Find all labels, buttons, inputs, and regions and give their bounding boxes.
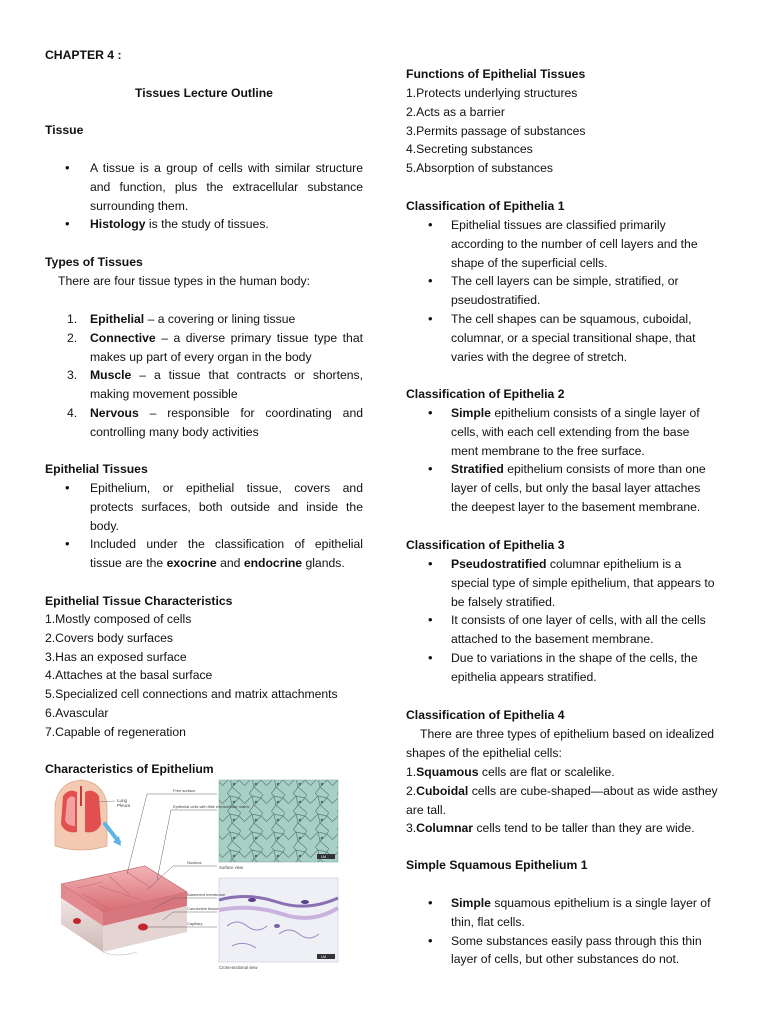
list-item: 4.Secreting substances (406, 142, 533, 157)
list-item: 5.Specialized cell connections and matrix attachments (45, 687, 338, 702)
list-item: 2. Connective – a diverse primary tissue type that makes up part of every organ in the body (67, 330, 363, 364)
list-item: • Epithelial tissues are classified primarily according to the number of cell layers and the shape of the superficial cells. (406, 216, 718, 272)
tissue-bullets (45, 159, 363, 234)
list-item: • The cell shapes can be squamous, cuboidal, columnar, or a special transitional shape, that varies with the degree of stretch. (406, 310, 718, 366)
surface-view-micrograph (219, 780, 338, 862)
simple-squamous-bullets (406, 894, 718, 969)
list-item: 2.Cuboidal cells are cube-shaped—about as wide asthey are tall. (406, 783, 718, 817)
epithelial-cells-label: Epithelial cells with little extracellular matrix (173, 804, 250, 809)
list-item: • Simple epithelium consists of a single layer of cells, with each cell extending from the base ment membrane to the free surface. (406, 404, 718, 460)
list-item: 1.Squamous cells are flat or scalelike. (406, 765, 615, 779)
list-item: 3.Permits passage of substances (406, 123, 586, 138)
list-item: 1.Mostly composed of cells (45, 612, 192, 626)
list-item: 3.Has an exposed surface (45, 649, 187, 664)
list-item: 2.Acts as a barrier (406, 104, 505, 119)
simple-squamous-heading: Simple Squamous Epithelium 1 (406, 858, 588, 872)
list-item: • Epithelium, or epithelial tissue, covers and protects surfaces, both outside and inside the body. (45, 479, 363, 535)
list-item: • Due to variations in the shape of the cells, the epithelia appears stratified. (406, 649, 718, 687)
list-item: 6.Avascular (45, 705, 109, 720)
list-item: • It consists of one layer of cells, with all the cells attached to the basement membrane. (406, 611, 718, 649)
list-item: • Included under the classification of epithelial tissue are the exocrine and endocrine glands. (45, 535, 363, 573)
class1-bullets (406, 216, 718, 366)
types-list (45, 310, 363, 442)
lung-label: Lung (117, 798, 128, 803)
list-item: 5.Absorption of substances (406, 161, 554, 176)
lm-label-2: LM (321, 955, 326, 959)
list-item: • The cell layers can be simple, stratified, or pseudostratified. (406, 272, 718, 310)
epithelium-slab (61, 866, 187, 955)
list-item: 1. Epithelial – a covering or lining tissue (67, 312, 296, 326)
functions-list (406, 84, 718, 178)
list-item: • Stratified epithelium consists of more than one layer of cells, but only the basal layer attaches the deepest layer to the basement membrane. (406, 460, 718, 516)
types-intro: There are four tissue types in the human body: (58, 274, 311, 288)
list-item: • Simple squamous epithelium is a single layer of thin, flat cells. (406, 894, 718, 932)
epithelium-figure (47, 776, 339, 972)
figure-heading: Characteristics of Epithelium (45, 762, 214, 776)
class3-heading: Classification of Epithelia 3 (406, 538, 565, 552)
connective-tissue-label: Connective tissue (187, 906, 219, 911)
epithelial-heading: Epithelial Tissues (45, 462, 148, 476)
list-item: 1.Protects underlying structures (406, 86, 578, 100)
surface-view-label: Surface view (219, 865, 243, 870)
capillary-label: Capillary (187, 921, 203, 926)
pleura-label: Pleura (117, 803, 131, 808)
torso-icon (55, 780, 121, 850)
class4-heading: Classification of Epithelia 4 (406, 708, 565, 722)
nucleus-label: Nucleus (187, 860, 202, 865)
class2-bullets (406, 404, 718, 517)
class1-heading: Classification of Epithelia 1 (406, 199, 565, 213)
class2-heading: Classification of Epithelia 2 (406, 387, 565, 401)
list-item: • Some substances easily pass through this thin layer of cells, but other substances do not. (406, 932, 718, 970)
types-heading: Types of Tissues (45, 255, 143, 269)
characteristics-heading: Epithelial Tissue Characteristics (45, 594, 233, 608)
epithelial-bullets (45, 479, 363, 573)
epithelium-illustration (47, 776, 339, 972)
list-item: 2.Covers body surfaces (45, 630, 174, 645)
list-item: • Histology is the study of tissues. (45, 215, 363, 234)
list-item: • Pseudostratified columnar epithelium is a special type of simple epithelium, that appears to be falsely stratified. (406, 555, 718, 611)
functions-heading: Functions of Epithelial Tissues (406, 67, 586, 81)
tissue-heading: Tissue (45, 123, 84, 137)
page-title: Tissues Lecture Outline (135, 86, 273, 100)
list-item: 4. Nervous – responsible for coordinating and controlling many body activities (67, 405, 363, 439)
list-item: • A tissue is a group of cells with similar structure and function, plus the extracellular substance surrounding them. (45, 159, 363, 215)
cross-section-label: Cross-sectional view (219, 965, 258, 970)
list-item: 7.Capable of regeneration (45, 724, 186, 739)
characteristics-list (45, 610, 363, 742)
list-item: 3. Muscle – a tissue that contracts or shortens, making movement possible (67, 368, 363, 402)
class4-list (406, 763, 718, 838)
list-item: 4.Attaches at the basal surface (45, 668, 213, 683)
cross-section-micrograph (219, 878, 338, 962)
chapter-label: CHAPTER 4 : (45, 48, 122, 62)
class3-bullets (406, 555, 718, 687)
class4-intro: There are three types of epithelium based on idealized shapes of the epithelial cells: (406, 727, 715, 760)
lm-label-1: LM (321, 855, 326, 859)
list-item: 3.Columnar cells tend to be taller than they are wide. (406, 821, 695, 836)
basement-membrane-label: Basement membrane (187, 892, 226, 897)
free-surface-label: Free surface (173, 788, 196, 793)
